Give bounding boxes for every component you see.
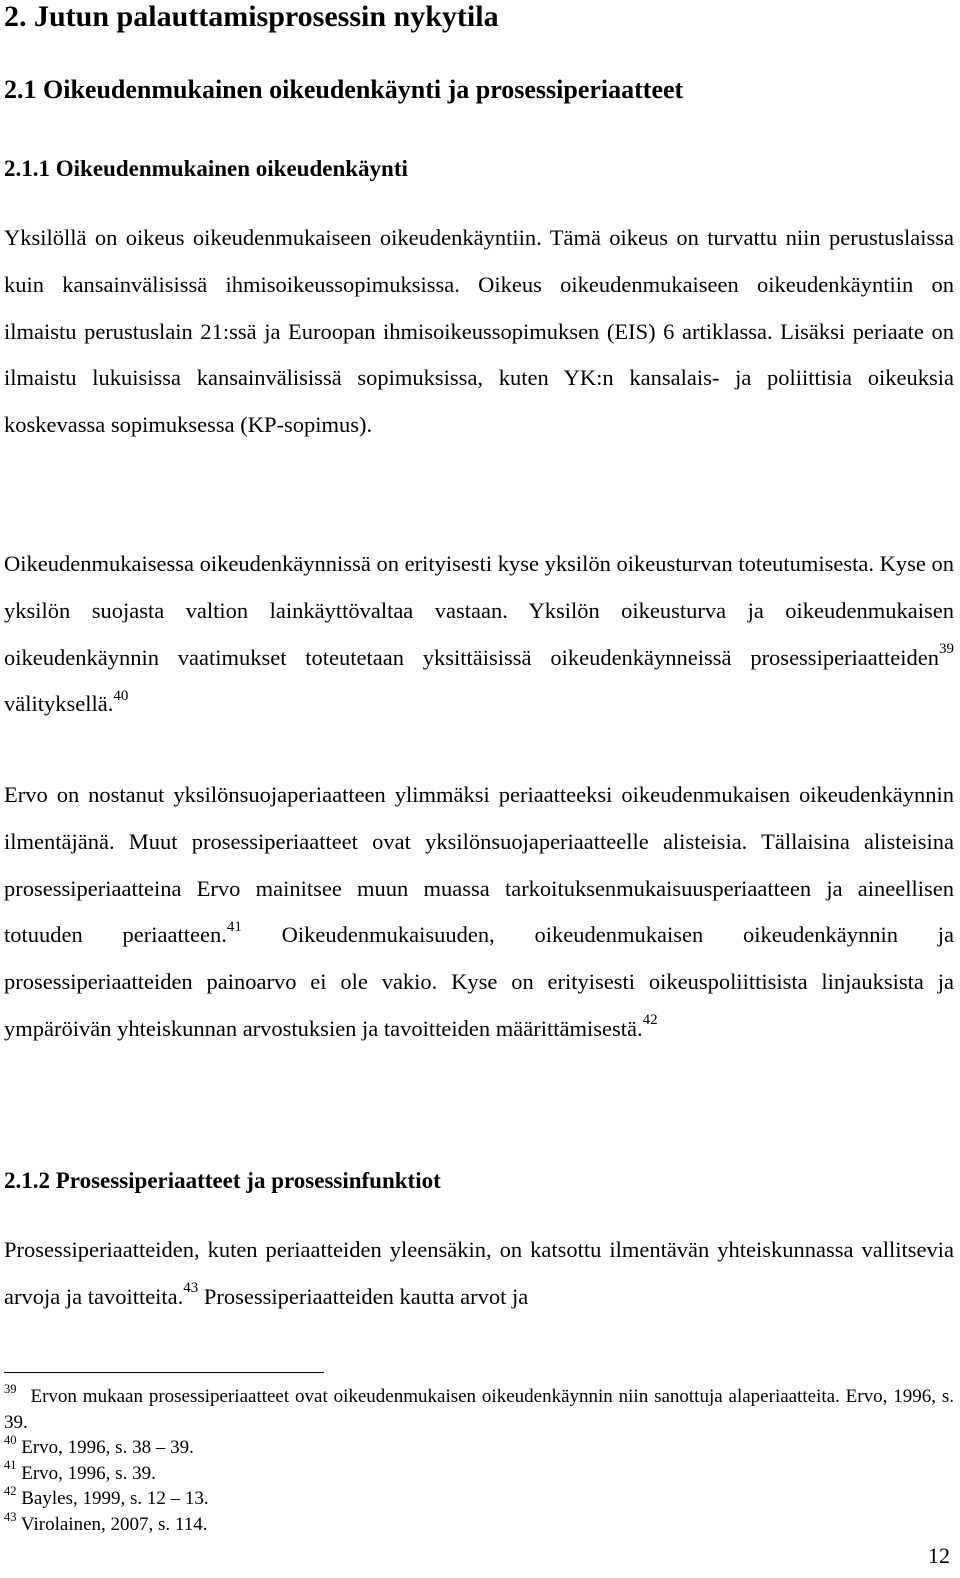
chapter-heading: 2. Jutun palauttamisprosessin nykytila	[4, 0, 499, 33]
footnote-40	[4, 1432, 954, 1461]
footnote-number: 41	[4, 1458, 17, 1473]
paragraph-ervo-principles	[4, 772, 954, 1053]
footnote-text: Ervon mukaan prosessiperiaatteet ovat oikeudenmukaisen oikeudenkäynnin niin sanottuja alaperiaatteita. Ervo, 1996, s. 39.	[4, 1386, 954, 1433]
paragraph-text: Prosessiperiaatteiden, kuten periaatteiden yleensäkin, on katsottu ilmentävän yhteiskunnassa vallitsevia arvoja ja tavoitteita.	[4, 1237, 954, 1309]
footnote-text: Virolainen, 2007, s. 114.	[20, 1513, 208, 1535]
document-page	[4, 0, 954, 1578]
footnote-42	[4, 1486, 954, 1512]
paragraph-text: Oikeudenmukaisessa oikeudenkäynnissä on erityisesti kyse yksilön oikeusturvan toteutumisesta. Kyse on yksilön suojasta valtion lainkäyttövaltaa vastaan. Yksilön oikeusturva ja oikeudenmukaisen oikeudenkäynnin vaatimukset toteutetaan yksittäisissä oikeudenkäynneissä prosessiperiaatteiden	[4, 551, 954, 670]
footnotes	[4, 1381, 954, 1538]
footnote-text: Ervo, 1996, s. 39.	[21, 1462, 156, 1484]
footnote-ref-40[interactable]: 40	[113, 687, 129, 704]
footnote-divider	[4, 1372, 324, 1373]
subsection-heading-2-1-1: 2.1.1 Oikeudenmukainen oikeudenkäynti	[4, 156, 408, 181]
footnote-number: 43	[4, 1509, 17, 1524]
footnote-number: 40	[4, 1432, 17, 1447]
footnote-text: Ervo, 1996, s. 38 – 39.	[21, 1437, 194, 1459]
page-number: 12	[928, 1543, 950, 1568]
footnote-ref-41[interactable]: 41	[226, 918, 242, 935]
footnote-text: Bayles, 1999, s. 12 – 13.	[21, 1488, 209, 1510]
footnote-ref-43[interactable]: 43	[183, 1280, 199, 1297]
paragraph-text: välityksellä.	[4, 691, 114, 717]
paragraph-process-principles	[4, 1227, 954, 1321]
paragraph-text: Oikeudenmukaisuuden, oikeudenmukaisen oikeudenkäynnin ja prosessiperiaatteiden painoarvo ei ole vakio. Kyse on erityisesti oikeuspoliittisista linjauksista ja ympäröivän yhteiskunnan arvostuksien ja tavoitteiden määrittämisestä.	[4, 922, 954, 1041]
paragraph-legal-protection	[4, 541, 954, 728]
subsection-heading-2-1-2: 2.1.2 Prosessiperiaatteet ja prosessinfunktiot	[4, 1168, 441, 1193]
footnote-ref-42[interactable]: 42	[642, 1012, 658, 1029]
paragraph-text: Ervo on nostanut yksilönsuojaperiaatteen ylimmäksi periaatteeksi oikeudenmukaisen oikeudenkäynnin ilmentäjänä. Muut prosessiperiaatteet ovat yksilönsuojaperiaatteelle alisteisia. Tällaisina alisteisina prosessiperiaatteina Ervo mainitsee muun muassa tarkoituksenmukaisuusperiaatteen ja aineellisen totuuden periaatteen.	[4, 782, 954, 948]
section-heading: 2.1 Oikeudenmukainen oikeudenkäynti ja prosessiperiaatteet	[4, 75, 684, 104]
footnote-number: 42	[4, 1484, 17, 1499]
paragraph-text: Yksilöllä on oikeus oikeudenmukaiseen oikeudenkäyntiin. Tämä oikeus on turvattu niin perustuslaissa kuin kansainvälisissä ihmisoikeussopimuksissa. Oikeus oikeudenmukaiseen oikeudenkäyntiin on ilmaistu perustuslain 21:ssä ja Euroopan ihmisoikeussopimuksen (EIS) 6 artiklassa. Lisäksi periaate on ilmaistu lukuisissa kansainvälisissä sopimuksissa, kuten YK:n kansalais- ja poliittisia oikeuksia koskevassa sopimuksessa (KP-sopimus).	[4, 225, 954, 438]
footnote-39	[4, 1381, 954, 1435]
footnote-43	[4, 1509, 954, 1538]
paragraph-fair-trial-right	[4, 215, 954, 449]
paragraph-text: Prosessiperiaatteiden kautta arvot ja	[198, 1283, 529, 1309]
footnote-41	[4, 1458, 954, 1487]
footnote-number: 39	[4, 1381, 17, 1396]
footnote-ref-39[interactable]: 39	[939, 641, 954, 658]
